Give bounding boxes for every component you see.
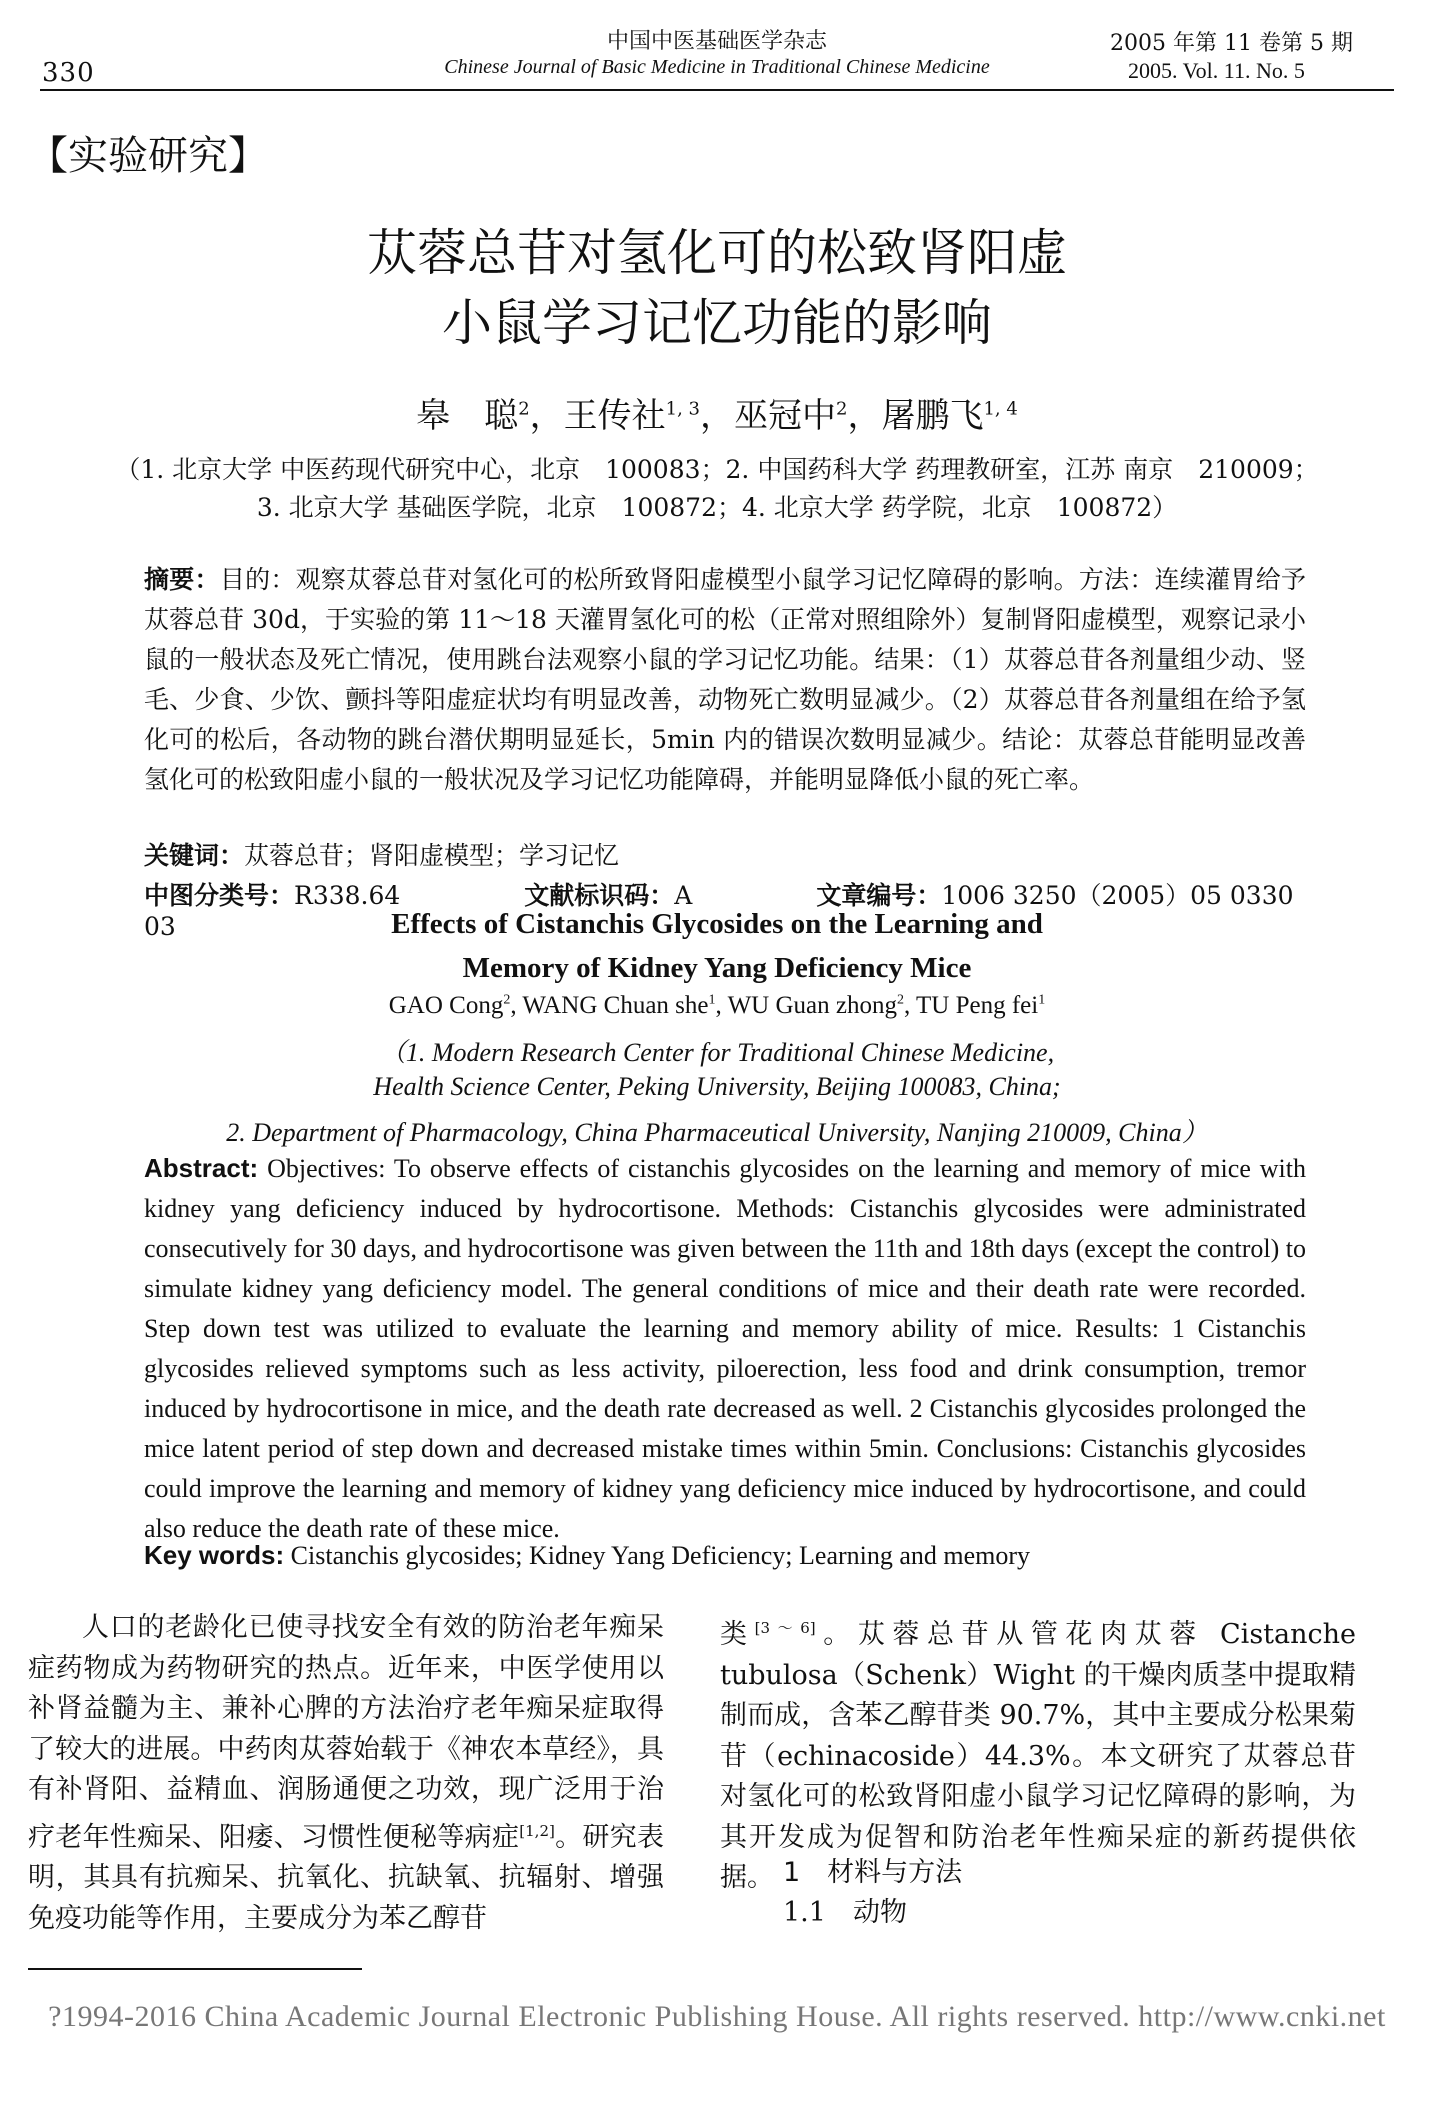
authors-en: GAO Cong$^2$, WANG Chuan she$^1$, WU Guan zhong$^2$, TU Peng fei$^1$: [388, 992, 1046, 1019]
affiliation-en-line2: Health Science Center, Peking University, Beijing 100083, China;: [373, 1072, 1061, 1101]
affiliation-cn-line1: （1. 北京大学 中医药现代研究中心，北京 100083；2. 中国药科大学 药理教研室，江苏 南京 210009；: [115, 455, 1319, 484]
author-name: 巫冠中: [734, 396, 836, 436]
abstract-en-text: Objectives: To observe effects of cistanchis glycosides on the learning and memory of mice with kidney yang deficiency induced by hydrocortisone. Methods: Cistanchis glycosides were administrated consecutively for 30 days, and hydrocortisone was given between the 11th and 18th days (except the control) to simulate kidney yang deficiency model. The general conditions of mice and their death rate were recorded. Step down test was utilized to evaluate the learning and memory ability of mice. Results: 1 Cistanchis glycosides relieved symptoms such as less activity, piloerection, less food and drink consumption, tremor induced by hydrocortisone in mice, and the death rate decreased as well. 2 Cistanchis glycosides prolonged the mice latent period of step down and decreased mistake times within 5min. Conclusions: Cistanchis glycosides could improve the learning and memory of kidney yang deficiency mice induced by hydrocortisone, and could also reduce the death rate of these mice.: [144, 1154, 1307, 1543]
section-tag: 【实验研究】: [28, 133, 268, 179]
issue-info-cn: 2005 年第 11 卷第 5 期: [1110, 31, 1353, 56]
author-sup: 1, 3: [665, 398, 700, 420]
footnote-rule: [28, 1968, 362, 1970]
author-en-name: TU Peng fei: [916, 992, 1039, 1019]
abstract-cn-label: 摘要：: [144, 565, 220, 594]
abstract-cn: [144, 560, 1306, 800]
keywords-en-label: Key words:: [144, 1540, 285, 1570]
body-left-text-b: 。研究表明，其具有抗痴呆、抗氧化、抗缺氧、抗辐射、增强免疫功能等作用，主要成分为苯乙醇苷: [28, 1821, 665, 1934]
header-rule: [40, 89, 1394, 91]
body-left-column: [28, 1608, 664, 1939]
author-en-sup: 2: [503, 992, 511, 1008]
title-en-line1: Effects of Cistanchis Glycosides on the Learning and: [391, 908, 1043, 940]
citation-ref: [1,2]: [519, 1821, 555, 1840]
issue-info-en: 2005. Vol. 11. No. 5: [1128, 58, 1305, 83]
author-en-sup: 1: [708, 992, 716, 1008]
author-en-name: WANG Chuan she: [522, 992, 709, 1019]
author-en-sup: 1: [1038, 992, 1046, 1008]
author-sup: 2: [518, 398, 530, 420]
author-name: 屠鹏飞: [881, 396, 984, 436]
author-name: 王传社: [563, 396, 666, 436]
author-sup: 2: [836, 398, 848, 420]
keywords-cn-label: 关键词：: [144, 841, 245, 870]
body-right-text-a: 类: [720, 1619, 755, 1650]
article-no-value: 1006 3250（2005）05 0330 03: [144, 881, 1294, 941]
author-en-name: WU Guan zhong: [727, 992, 897, 1019]
author-name: 皋 聪: [416, 396, 519, 436]
journal-title-en: Chinese Journal of Basic Medicine in Traditional Chinese Medicine: [444, 56, 990, 78]
keywords-en-text: Cistanchis glycosides; Kidney Yang Deficiency; Learning and memory: [290, 1541, 1031, 1570]
keywords-en: [144, 1540, 1030, 1571]
clc-value: R338.64: [294, 881, 401, 910]
copyright-footer: ?1994-2016 China Academic Journal Electronic Publishing House. All rights reserved. http://www.cnki.net: [48, 2000, 1386, 2033]
abstract-cn-text: 目的：观察苁蓉总苷对氢化可的松所致肾阳虚模型小鼠学习记忆障碍的影响。方法：连续灌胃给予苁蓉总苷 30d，于实验的第 11～18 天灌胃氢化可的松（正常对照组除外）复制肾阳虚模型，观察记录小鼠的一般状态及死亡情况，使用跳台法观察小鼠的学习记忆功能。结果：（1）苁蓉总苷各剂量组少动、竖毛、少食、少饮、颤抖等阳虚症状均有明显改善，动物死亡数明显减少。（2）苁蓉总苷各剂量组在给予氢化可的松后，各动物的跳台潜伏期明显延长，5min 内的错误次数明显减少。结论：苁蓉总苷能明显改善氢化可的松致阳虚小鼠的一般状况及学习记忆功能障碍，并能明显降低小鼠的死亡率。: [144, 565, 1306, 794]
author-en-sup: 2: [896, 992, 904, 1008]
affiliation-en-line1: （1. Modern Research Center for Traditional Chinese Medicine,: [379, 1038, 1055, 1067]
abstract-en-label: Abstract:: [144, 1153, 259, 1183]
article-title-line2: 小鼠学习记忆功能的影响: [442, 294, 992, 352]
authors-cn: 皋 聪$^2$，王传社$^{1, 3}$，巫冠中$^2$，屠鹏飞$^{1, 4}$: [416, 396, 1018, 436]
author-sup: 1, 4: [983, 398, 1018, 420]
clc-label: 中图分类号：: [144, 881, 295, 910]
page-number: 330: [42, 58, 95, 88]
section-heading-1: 1 材料与方法: [783, 1857, 963, 1888]
keywords-cn-text: 苁蓉总苷；肾阳虚模型；学习记忆: [244, 841, 620, 870]
citation-ref: [3～6]: [754, 1619, 816, 1637]
article-title-line1: 苁蓉总苷对氢化可的松致肾阳虚: [367, 224, 1067, 282]
article-no-label: 文章编号：: [816, 881, 942, 910]
affiliation-cn-line2: 3. 北京大学 基础医学院，北京 100872；4. 北京大学 药学院，北京 100872）: [256, 493, 1178, 522]
journal-title-cn: 中国中医基础医学杂志: [606, 29, 827, 54]
author-en-name: GAO Cong: [388, 992, 504, 1019]
abstract-en: [144, 1148, 1306, 1549]
keywords-cn: [144, 836, 619, 872]
doc-code-value: A: [674, 881, 693, 910]
body-left-text-a: 人口的老龄化已使寻找安全有效的防治老年痴呆症药物成为药物研究的热点。近年来，中医学使用以补肾益髓为主、兼补心脾的方法治疗老年痴呆症取得了较大的进展。中药肉苁蓉始载于《神农本草经》，具有补肾阳、益精血、润肠通便之功效，现广泛用于治疗老年性痴呆、阳痿、习惯性便秘等病症: [28, 1612, 664, 1853]
doc-code-label: 文献标识码：: [524, 881, 675, 910]
title-en-line2: Memory of Kidney Yang Deficiency Mice: [462, 952, 972, 984]
section-heading-1-1: 1.1 动物: [783, 1897, 907, 1928]
affiliation-en-line3: 2. Department of Pharmacology, China Pharmaceutical University, Nanjing 210009, China）: [226, 1118, 1208, 1147]
body-right-text-b: 。苁蓉总苷从管花肉苁蓉 Cistanche tubulosa（Schenk）Wight 的干燥肉质茎中提取精制而成，含苯乙醇苷类 90.7%，其中主要成分松果菊苷（echinacoside）44.3%。本文研究了苁蓉总苷对氢化可的松致肾阳虚小鼠学习记忆障碍的影响，为其开发成为促智和防治老年性痴呆症的新药提供依据。: [720, 1619, 1356, 1893]
